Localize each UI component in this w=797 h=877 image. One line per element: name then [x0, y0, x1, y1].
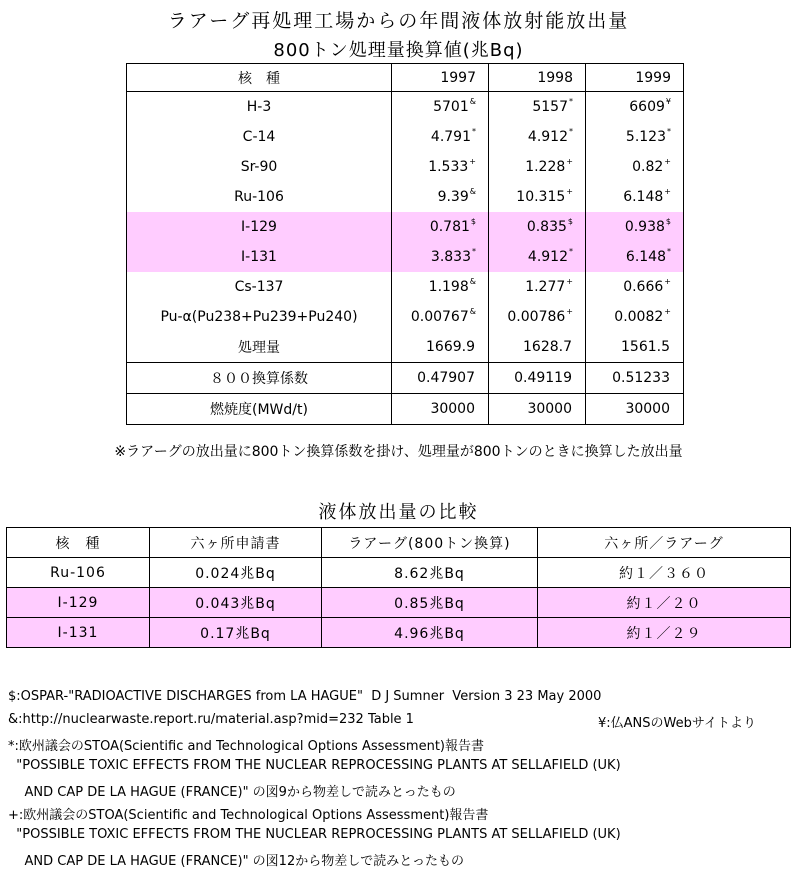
- footnote-line: AND CAP DE LA HAGUE (FRANCE)" の図12から物差しで読みとったもの: [8, 854, 464, 869]
- value-text: 5157: [532, 99, 568, 115]
- source-marker: *: [472, 127, 476, 136]
- table-row: [7, 588, 791, 618]
- table-row: [127, 122, 684, 152]
- table-row: [127, 182, 684, 212]
- value-cell: [489, 212, 586, 242]
- source-marker: +: [664, 307, 671, 316]
- value-text: 1628.7: [523, 339, 572, 355]
- table-row: [127, 272, 684, 302]
- value-text: 0.781: [429, 219, 470, 235]
- value-cell: [489, 122, 586, 152]
- value-cell: [392, 152, 489, 182]
- source-marker: +: [566, 307, 573, 316]
- source-marker: +: [566, 157, 573, 166]
- source-marker: +: [469, 157, 476, 166]
- value-cell: [392, 242, 489, 272]
- value-cell: [489, 363, 586, 394]
- source-marker: *: [569, 247, 573, 256]
- source-marker: ¥: [665, 97, 671, 106]
- value-cell: [586, 242, 684, 272]
- value-cell: [392, 302, 489, 332]
- value-cell: [586, 122, 684, 152]
- source-marker: *: [569, 127, 573, 136]
- column-header: 1998: [489, 64, 586, 92]
- value-text: 0.666: [623, 279, 664, 295]
- table-header-row: [127, 64, 684, 92]
- comparison-cell: Ru-106: [7, 558, 150, 588]
- comparison-cell: 8.62兆Bq: [322, 558, 538, 588]
- value-cell: [489, 182, 586, 212]
- sub-title: 800トン処理量換算値(兆Bq): [273, 40, 524, 61]
- nuclide-name: ８００換算係数: [127, 363, 392, 394]
- source-marker: &: [469, 277, 476, 286]
- source-marker: &: [469, 187, 476, 196]
- table-row: [127, 394, 684, 425]
- column-header: 六ヶ所申請書: [150, 528, 322, 558]
- discharge-table: [126, 63, 684, 425]
- footnote-line: AND CAP DE LA HAGUE (FRANCE)" の図9から物差しで読みとったもの: [8, 785, 456, 800]
- source-marker: $: [470, 217, 476, 226]
- value-text: 0.938: [624, 219, 665, 235]
- value-text: 30000: [625, 401, 670, 417]
- nuclide-name: Cs-137: [127, 272, 392, 302]
- comparison-cell: 約１／２０: [538, 588, 791, 618]
- value-text: 5701: [433, 99, 469, 115]
- value-text: 0.82: [632, 159, 664, 175]
- value-cell: [392, 92, 489, 123]
- value-cell: [392, 212, 489, 242]
- nuclide-name: I-131: [127, 242, 392, 272]
- comparison-cell: 0.85兆Bq: [322, 588, 538, 618]
- table-row: [127, 332, 684, 363]
- value-text: 1.533: [428, 159, 469, 175]
- nuclide-name: C-14: [127, 122, 392, 152]
- nuclide-name: Sr-90: [127, 152, 392, 182]
- comparison-cell: 0.17兆Bq: [150, 618, 322, 648]
- comparison-cell: 4.96兆Bq: [322, 618, 538, 648]
- table-row: [7, 558, 791, 588]
- source-marker: $: [567, 217, 573, 226]
- footnote-line: &:http://nuclearwaste.report.ru/material.asp?mid=232 Table 1: [8, 712, 414, 727]
- value-cell: [392, 182, 489, 212]
- value-cell: [392, 332, 489, 363]
- column-header: 核 種: [7, 528, 150, 558]
- value-cell: [489, 242, 586, 272]
- source-marker: *: [667, 247, 671, 256]
- value-text: 10.315: [516, 189, 566, 205]
- value-text: 0.51233: [612, 370, 670, 386]
- footnote-line: "POSSIBLE TOXIC EFFECTS FROM THE NUCLEAR REPROCESSING PLANTS AT SELLAFIELD (UK): [8, 758, 621, 773]
- source-marker: &: [469, 97, 476, 106]
- column-header: 1999: [586, 64, 684, 92]
- footnote-line: $:OSPAR-"RADIOACTIVE DISCHARGES from LA HAGUE" D J Sumner Version 3 23 May 2000: [8, 689, 602, 704]
- column-header: ラアーグ(800トン換算): [322, 528, 538, 558]
- source-marker: +: [566, 277, 573, 286]
- comparison-title: 液体放出量の比較: [318, 502, 479, 523]
- value-cell: [489, 152, 586, 182]
- comparison-cell: I-129: [7, 588, 150, 618]
- value-cell: [586, 394, 684, 425]
- table-row: [127, 363, 684, 394]
- table-row: [127, 302, 684, 332]
- footnote-line: *:欧州議会のSTOA(Scientific and Technological Options Assessment)報告書: [8, 739, 484, 754]
- column-header: 核 種: [127, 64, 392, 92]
- value-text: 30000: [527, 401, 572, 417]
- nuclide-name: I-129: [127, 212, 392, 242]
- value-cell: [489, 92, 586, 123]
- source-marker: *: [667, 127, 671, 136]
- value-text: 3.833: [430, 249, 471, 265]
- value-text: 0.835: [526, 219, 567, 235]
- value-text: 0.49119: [514, 370, 572, 386]
- value-cell: [489, 302, 586, 332]
- value-text: 0.00767: [410, 309, 469, 325]
- source-marker: +: [664, 157, 671, 166]
- value-cell: [586, 272, 684, 302]
- value-text: 1.198: [428, 279, 469, 295]
- footnote-line: +:欧州議会のSTOA(Scientific and Technological Options Assessment)報告書: [8, 808, 489, 823]
- value-text: 0.0082: [614, 309, 664, 325]
- source-marker: $: [665, 217, 671, 226]
- value-cell: [392, 394, 489, 425]
- value-cell: [586, 302, 684, 332]
- value-text: 4.912: [527, 129, 568, 145]
- source-marker: *: [569, 97, 573, 106]
- value-text: 9.39: [437, 189, 469, 205]
- table-row: [127, 152, 684, 182]
- value-cell: [586, 182, 684, 212]
- value-text: 6609: [629, 99, 665, 115]
- column-header: 1997: [392, 64, 489, 92]
- footnote-yen: ¥:仏ANSのWebサイトより: [598, 716, 756, 731]
- value-text: 1.277: [525, 279, 566, 295]
- nuclide-name: H-3: [127, 92, 392, 123]
- nuclide-name: Ru-106: [127, 182, 392, 212]
- comparison-table: [6, 527, 791, 648]
- value-text: 1561.5: [621, 339, 670, 355]
- comparison-cell: 約１／２９: [538, 618, 791, 648]
- value-cell: [586, 212, 684, 242]
- source-marker: &: [469, 307, 476, 316]
- value-cell: [586, 92, 684, 123]
- value-cell: [586, 152, 684, 182]
- source-marker: +: [566, 187, 573, 196]
- value-text: 6.148: [625, 249, 666, 265]
- value-cell: [489, 394, 586, 425]
- value-cell: [392, 272, 489, 302]
- value-cell: [586, 363, 684, 394]
- main-title: ラアーグ再処理工場からの年間液体放射能放出量: [167, 10, 630, 32]
- value-cell: [489, 272, 586, 302]
- value-text: 4.791: [430, 129, 471, 145]
- footnote-line: "POSSIBLE TOXIC EFFECTS FROM THE NUCLEAR REPROCESSING PLANTS AT SELLAFIELD (UK): [8, 827, 621, 842]
- comparison-cell: 0.043兆Bq: [150, 588, 322, 618]
- value-text: 5.123: [625, 129, 666, 145]
- comparison-cell: 0.024兆Bq: [150, 558, 322, 588]
- table-row: [127, 242, 684, 272]
- table-header-row: [7, 528, 791, 558]
- value-cell: [586, 332, 684, 363]
- value-cell: [392, 363, 489, 394]
- source-marker: +: [664, 187, 671, 196]
- source-marker: *: [472, 247, 476, 256]
- table-row: [7, 618, 791, 648]
- table-row: [127, 212, 684, 242]
- value-text: 0.00786: [507, 309, 566, 325]
- value-text: 1.228: [525, 159, 566, 175]
- value-text: 30000: [430, 401, 475, 417]
- value-text: 4.912: [527, 249, 568, 265]
- value-cell: [392, 122, 489, 152]
- source-marker: +: [664, 277, 671, 286]
- value-cell: [489, 332, 586, 363]
- nuclide-name: 燃焼度(MWd/t): [127, 394, 392, 425]
- nuclide-name: 処理量: [127, 332, 392, 363]
- value-text: 0.47907: [417, 370, 475, 386]
- value-text: 6.148: [623, 189, 664, 205]
- comparison-cell: I-131: [7, 618, 150, 648]
- column-header: 六ヶ所／ラアーグ: [538, 528, 791, 558]
- conversion-note: ※ラアーグの放出量に800トン換算係数を掛け、処理量が800トンのときに換算した放出量: [114, 444, 683, 460]
- nuclide-name: Pu-α(Pu238+Pu239+Pu240): [127, 302, 392, 332]
- table-row: [127, 92, 684, 123]
- value-text: 1669.9: [426, 339, 475, 355]
- comparison-cell: 約１／３６０: [538, 558, 791, 588]
